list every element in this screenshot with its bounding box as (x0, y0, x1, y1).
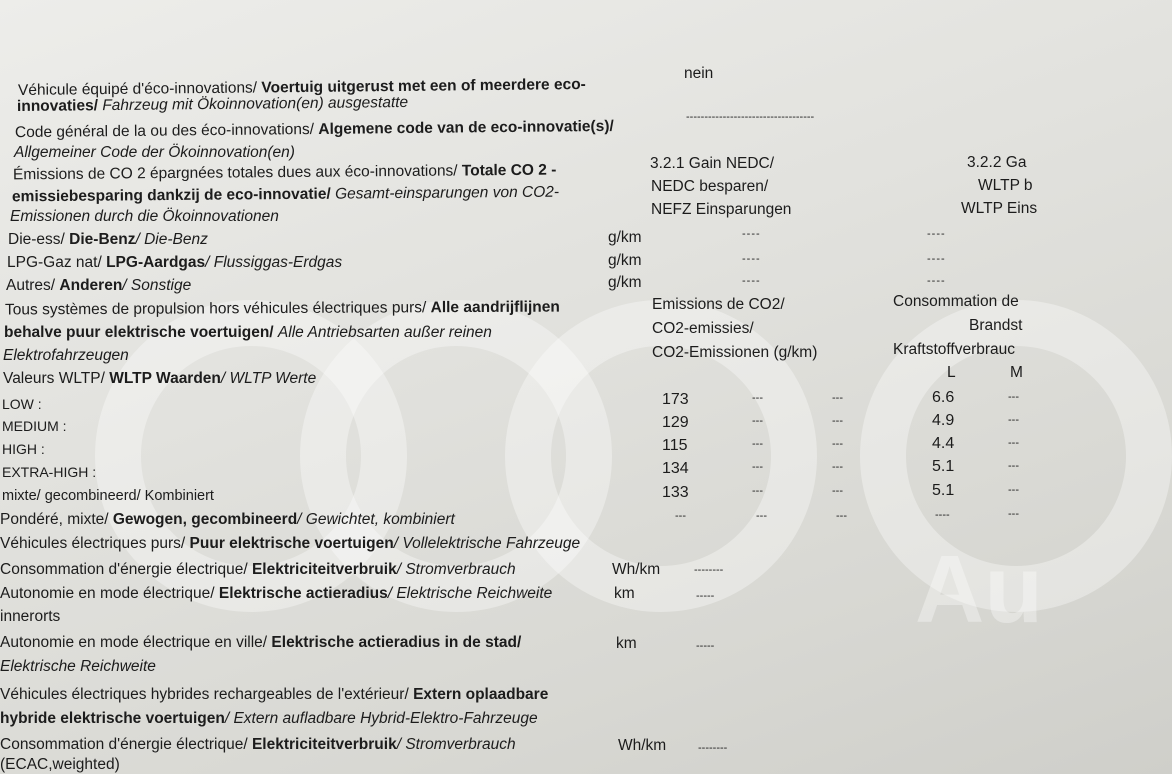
fuel-row-diesel: Die-ess/ Die-Benz/ Die-Benz (8, 231, 208, 248)
fuel-row-other-unit: g/km (608, 274, 642, 291)
wltp-row-extra-high-d2: --- (832, 461, 843, 473)
wltp-row-extra-high-co2: 134 (662, 460, 689, 477)
weighted-v4: ---- (935, 509, 950, 521)
wltp-row-medium-d2: --- (832, 415, 843, 427)
co2-header-3: CO2-Emissionen (g/km) (652, 344, 818, 361)
weighted-label: Pondéré, mixte/ Gewogen, gecombineerd/ Gewichtet, kombiniert (0, 511, 455, 528)
electric-city-range-value: ----- (696, 640, 715, 652)
wltp-row-combined-cons: 5.1 (932, 482, 955, 499)
eco-equipped-value: nein (684, 65, 714, 82)
eco-equipped-label-2: innovaties/ Fahrzeug mit Ökoinnovation(en) ausgestatte (16, 93, 409, 116)
wltp-row-extra-high: EXTRA-HIGH : (2, 464, 97, 480)
electric-consumption-label: Consommation d'énergie électrique/ Elektriciteitverbruik/ Stromverbrauch (0, 561, 516, 578)
electric-range-value: ----- (696, 590, 715, 602)
wltp-values-label: Valeurs WLTP/ WLTP Waarden/ WLTP Werte (3, 370, 317, 387)
eco-code-label-2: Allgemeiner Code der Ökoinnovation(en) (14, 144, 295, 161)
unit-l: L (947, 364, 956, 381)
electric-city-range-unit: km (616, 635, 637, 652)
eco-code-value: ----------------------------------- (686, 111, 815, 123)
wltp-row-high: HIGH : (2, 441, 45, 457)
wltp-row-extra-high-d1: --- (752, 461, 763, 473)
hybrid-title-2: hybride elektrische voertuigen/ Extern aufladbare Hybrid-Elektro-Fahrzeuge (0, 710, 538, 727)
hybrid-consumption-label: Consommation d'énergie électrique/ Elektriciteitverbruik/ Stromverbrauch (0, 736, 516, 753)
wltp-row-high-d1: --- (752, 438, 763, 450)
cons-header-2: Brandst (969, 317, 1023, 334)
fuel-row-other-v2: ---- (927, 275, 946, 287)
weighted-v5: --- (1008, 508, 1019, 520)
electric-title: Véhicules électriques purs/ Puur elektrische voertuigen/ Vollelektrische Fahrzeuge (0, 535, 581, 552)
propulsion-label-3: Elektrofahrzeugen (3, 347, 129, 364)
wltp-row-low-co2: 173 (662, 391, 689, 408)
hybrid-consumption-label-2: (ECAC,weighted) (0, 756, 120, 773)
cons-header-1: Consommation de (893, 293, 1019, 310)
wltp-row-medium-cons: 4.9 (932, 412, 955, 429)
electric-city-range-label-2: Elektrische Reichweite (0, 658, 156, 675)
wltp-header-2: WLTP b (978, 177, 1033, 194)
fuel-row-diesel-unit: g/km (608, 229, 642, 246)
weighted-v1: --- (675, 510, 686, 522)
electric-consumption-value: -------- (694, 564, 724, 576)
wltp-row-combined-co2: 133 (662, 484, 689, 501)
wltp-header-1: 3.2.2 Ga (967, 154, 1027, 171)
eco-equipped-label: Véhicule équipé d'éco-innovations/ Voertuig uitgerust met een of meerdere eco- (17, 76, 586, 99)
wltp-row-combined: mixte/ gecombineerd/ Kombiniert (2, 488, 214, 504)
nedc-header-2: NEDC besparen/ (651, 178, 769, 195)
propulsion-label: Tous systèmes de propulsion hors véhicules électriques purs/ Alle aandrijflijnen (4, 298, 560, 319)
co2-header-1: Emissions de CO2/ (652, 296, 785, 313)
wltp-row-low-d2: --- (832, 392, 843, 404)
cons-header-3: Kraftstoffverbrauc (893, 341, 1016, 358)
electric-range-label: Autonomie en mode électrique/ Elektrische actieradius/ Elektrische Reichweite (0, 585, 553, 602)
fuel-row-diesel-v1: ---- (742, 228, 761, 240)
weighted-v2: --- (756, 510, 767, 522)
eco-savings-label: Émissions de CO 2 épargnées totales dues aux éco-innovations/ Totale CO 2 - (12, 161, 557, 184)
hybrid-consumption-value: -------- (698, 742, 728, 754)
wltp-row-low-d1: --- (752, 392, 763, 404)
fuel-row-lpg: LPG-Gaz nat/ LPG-Aardgas/ Flussiggas-Erdgas (7, 254, 343, 271)
electric-range-label-2: innerorts (0, 608, 61, 625)
wltp-row-combined-d1: --- (752, 485, 763, 497)
wltp-row-high-d2: --- (832, 438, 843, 450)
wltp-row-high-d3: --- (1008, 437, 1019, 449)
co2-header-2: CO2-emissies/ (652, 320, 754, 337)
nedc-header-3: NEFZ Einsparungen (651, 201, 792, 218)
eco-savings-label-2: emissiebesparing dankzij de eco-innovatie/ Gesamt-einsparungen von CO2- (11, 183, 560, 206)
electric-consumption-unit: Wh/km (612, 561, 661, 578)
fuel-row-lpg-v2: ---- (927, 253, 946, 265)
wltp-row-medium-d3: --- (1008, 414, 1019, 426)
wltp-row-medium-co2: 129 (662, 414, 689, 431)
fuel-row-other: Autres/ Anderen/ Sonstige (6, 277, 192, 294)
weighted-v3: --- (836, 510, 847, 522)
wltp-row-extra-high-cons: 5.1 (932, 458, 955, 475)
eco-savings-label-3: Emissionen durch die Ökoinnovationen (10, 208, 279, 225)
unit-m: M (1010, 364, 1023, 381)
wltp-header-3: WLTP Eins (961, 200, 1038, 217)
propulsion-label-2: behalve puur elektrische voertuigen/ Alle Antriebsarten außer reinen (4, 324, 492, 341)
electric-range-unit: km (614, 585, 635, 602)
fuel-row-lpg-v1: ---- (742, 253, 761, 265)
fuel-row-diesel-v2: ---- (927, 228, 946, 240)
wltp-row-low-cons: 6.6 (932, 389, 955, 406)
wltp-row-combined-d2: --- (832, 485, 843, 497)
wltp-row-medium: MEDIUM : (2, 418, 67, 434)
fuel-row-lpg-unit: g/km (608, 252, 642, 269)
wltp-row-extra-high-d3: --- (1008, 460, 1019, 472)
watermark-text: Au (915, 536, 1043, 643)
wltp-row-low: LOW : (2, 396, 42, 412)
wltp-row-combined-d3: --- (1008, 484, 1019, 496)
hybrid-title: Véhicules électriques hybrides rechargeables de l'extérieur/ Extern oplaadbare (0, 686, 549, 703)
wltp-row-low-d3: --- (1008, 391, 1019, 403)
nedc-header-1: 3.2.1 Gain NEDC/ (650, 155, 775, 172)
fuel-row-other-v1: ---- (742, 275, 761, 287)
electric-city-range-label: Autonomie en mode électrique en ville/ Elektrische actieradius in de stad/ (0, 634, 522, 651)
wltp-row-high-cons: 4.4 (932, 435, 955, 452)
wltp-row-medium-d1: --- (752, 415, 763, 427)
hybrid-consumption-unit: Wh/km (618, 737, 667, 754)
eco-code-label: Code général de la ou des éco-innovations/ Algemene code van de eco-innovatie(s)/ (14, 117, 614, 142)
wltp-row-high-co2: 115 (662, 437, 688, 454)
